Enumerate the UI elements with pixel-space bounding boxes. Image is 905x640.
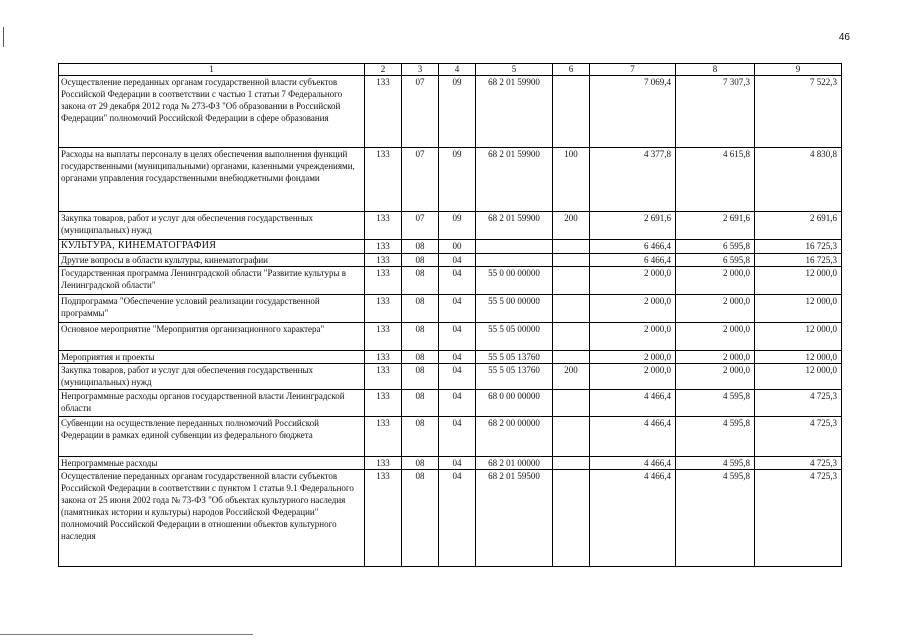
cell-year1: 4 466,4 — [590, 390, 676, 417]
table-row — [59, 76, 842, 148]
row-name: КУЛЬТУРА, КИНЕМАТОГРАФИЯ — [59, 240, 365, 254]
cell-target: 55 5 05 13760 — [476, 351, 553, 364]
cell-target: 68 0 00 00000 — [476, 390, 553, 417]
cell-type — [553, 295, 590, 323]
cell-type — [553, 240, 590, 254]
cell-type — [553, 267, 590, 295]
cell-gb: 133 — [365, 417, 402, 457]
cell-section: 07 — [402, 148, 439, 212]
column-header: 2 — [365, 64, 402, 76]
cell-year1: 2 000,0 — [590, 351, 676, 364]
cell-year2: 2 000,0 — [676, 351, 755, 364]
row-name: Расходы на выплаты персоналу в целях обеспечения выполнения функций государственными (муниципальными) органами, казенными учреждениями, органами управления государственными внебюджетными фондами — [59, 148, 365, 212]
cell-year3: 4 725,3 — [755, 470, 842, 567]
cell-year3: 16 725,3 — [755, 254, 842, 267]
cell-type — [553, 76, 590, 148]
cell-year2: 2 000,0 — [676, 295, 755, 323]
cell-type — [553, 417, 590, 457]
cell-year2: 2 000,0 — [676, 364, 755, 390]
cell-year1: 2 000,0 — [590, 323, 676, 351]
cell-type: 100 — [553, 148, 590, 212]
cell-year2: 7 307,3 — [676, 76, 755, 148]
cell-section: 08 — [402, 470, 439, 567]
cell-subsection: 04 — [439, 470, 476, 567]
cell-type — [553, 323, 590, 351]
table-row — [59, 295, 842, 323]
cell-year2: 6 595,8 — [676, 240, 755, 254]
table-header-row — [59, 64, 842, 76]
cell-year3: 12 000,0 — [755, 295, 842, 323]
cell-section: 08 — [402, 240, 439, 254]
cell-gb: 133 — [365, 457, 402, 470]
row-name: Закупка товаров, работ и услуг для обеспечения государственных (муниципальных) нужд — [59, 364, 365, 390]
cell-subsection: 04 — [439, 267, 476, 295]
cell-year2: 2 000,0 — [676, 267, 755, 295]
cell-subsection: 09 — [439, 148, 476, 212]
cell-section: 08 — [402, 323, 439, 351]
budget-table — [58, 63, 842, 567]
cell-target: 68 2 01 00000 — [476, 457, 553, 470]
row-name: Непрограммные расходы — [59, 457, 365, 470]
cell-subsection: 04 — [439, 254, 476, 267]
column-header: 6 — [553, 64, 590, 76]
cell-subsection: 04 — [439, 323, 476, 351]
cell-year1: 4 466,4 — [590, 470, 676, 567]
row-name: Закупка товаров, работ и услуг для обеспечения государственных (муниципальных) нужд — [59, 212, 365, 240]
cell-year2: 4 615,8 — [676, 148, 755, 212]
cell-section: 08 — [402, 390, 439, 417]
cell-gb: 133 — [365, 470, 402, 567]
column-header: 7 — [590, 64, 676, 76]
cell-year1: 2 691,6 — [590, 212, 676, 240]
cell-target: 68 2 01 59900 — [476, 148, 553, 212]
cell-subsection: 04 — [439, 417, 476, 457]
cell-year1: 2 000,0 — [590, 364, 676, 390]
cell-gb: 133 — [365, 364, 402, 390]
cell-gb: 133 — [365, 240, 402, 254]
cell-gb: 133 — [365, 148, 402, 212]
column-header: 8 — [676, 64, 755, 76]
row-name: Государственная программа Ленинградской области "Развитие культуры в Ленинградской области" — [59, 267, 365, 295]
cell-year2: 4 595,8 — [676, 457, 755, 470]
cell-year1: 7 069,4 — [590, 76, 676, 148]
scan-edge-line — [0, 634, 253, 635]
cell-year3: 16 725,3 — [755, 240, 842, 254]
cell-year1: 2 000,0 — [590, 295, 676, 323]
cell-year2: 4 595,8 — [676, 417, 755, 457]
scan-edge-mark — [3, 27, 4, 47]
cell-section: 08 — [402, 457, 439, 470]
row-name: Основное мероприятие "Мероприятия организационного характера" — [59, 323, 365, 351]
cell-section: 07 — [402, 212, 439, 240]
cell-target — [476, 240, 553, 254]
page-number: 46 — [838, 32, 850, 43]
cell-type: 200 — [553, 212, 590, 240]
row-name: Субвенции на осуществление переданных полномочий Российской Федерации в рамках единой субвенции из федерального бюджета — [59, 417, 365, 457]
cell-target: 55 5 05 00000 — [476, 323, 553, 351]
table-row — [59, 267, 842, 295]
cell-subsection: 09 — [439, 212, 476, 240]
table-row — [59, 351, 842, 364]
cell-section: 08 — [402, 417, 439, 457]
cell-type — [553, 351, 590, 364]
cell-section: 08 — [402, 364, 439, 390]
row-name: Осуществление переданных органам государственной власти субъектов Российской Федерации в соответствии с пунктом 1 статьи 9.1 Федерального закона от 25 июня 2002 года № 73-ФЗ "Об объектах культурного наследия (памятниках истории и культуры) народов Российской Федерации" полномочий Российской Федерации в отношении объектов культурного наследия — [59, 470, 365, 567]
column-header: 5 — [476, 64, 553, 76]
cell-year3: 2 691,6 — [755, 212, 842, 240]
cell-subsection: 04 — [439, 390, 476, 417]
cell-gb: 133 — [365, 212, 402, 240]
cell-year1: 2 000,0 — [590, 267, 676, 295]
cell-subsection: 09 — [439, 76, 476, 148]
cell-year2: 2 000,0 — [676, 323, 755, 351]
cell-gb: 133 — [365, 323, 402, 351]
cell-section: 08 — [402, 295, 439, 323]
cell-subsection: 04 — [439, 351, 476, 364]
row-name: Другие вопросы в области культуры, кинематографии — [59, 254, 365, 267]
cell-target: 55 0 00 00000 — [476, 267, 553, 295]
table-row — [59, 240, 842, 254]
cell-year3: 4 830,8 — [755, 148, 842, 212]
table-row — [59, 254, 842, 267]
cell-year3: 12 000,0 — [755, 323, 842, 351]
cell-type — [553, 254, 590, 267]
cell-year1: 4 466,4 — [590, 417, 676, 457]
table-row — [59, 417, 842, 457]
cell-gb: 133 — [365, 351, 402, 364]
cell-year3: 4 725,3 — [755, 417, 842, 457]
table-row — [59, 470, 842, 567]
table-row — [59, 457, 842, 470]
row-name: Подпрограмма "Обеспечение условий реализации государственной программы" — [59, 295, 365, 323]
cell-gb: 133 — [365, 295, 402, 323]
column-header: 4 — [439, 64, 476, 76]
cell-gb: 133 — [365, 254, 402, 267]
cell-section: 08 — [402, 351, 439, 364]
table-row — [59, 390, 842, 417]
cell-target: 68 2 01 59900 — [476, 212, 553, 240]
cell-type — [553, 457, 590, 470]
cell-target: 68 2 01 59500 — [476, 470, 553, 567]
cell-type — [553, 470, 590, 567]
cell-gb: 133 — [365, 267, 402, 295]
cell-type — [553, 390, 590, 417]
cell-target: 68 2 01 59900 — [476, 76, 553, 148]
cell-section: 08 — [402, 267, 439, 295]
column-header: 3 — [402, 64, 439, 76]
cell-target: 68 2 00 00000 — [476, 417, 553, 457]
cell-subsection: 04 — [439, 457, 476, 470]
cell-year2: 6 595,8 — [676, 254, 755, 267]
cell-year1: 6 466,4 — [590, 254, 676, 267]
cell-type: 200 — [553, 364, 590, 390]
cell-subsection: 04 — [439, 364, 476, 390]
cell-year2: 4 595,8 — [676, 390, 755, 417]
column-header: 1 — [59, 64, 365, 76]
cell-section: 07 — [402, 76, 439, 148]
table-row — [59, 212, 842, 240]
cell-subsection: 04 — [439, 295, 476, 323]
cell-gb: 133 — [365, 76, 402, 148]
cell-year2: 4 595,8 — [676, 470, 755, 567]
table-row — [59, 323, 842, 351]
table-row — [59, 148, 842, 212]
cell-year1: 4 466,4 — [590, 457, 676, 470]
cell-year3: 12 000,0 — [755, 351, 842, 364]
cell-year3: 7 522,3 — [755, 76, 842, 148]
cell-target: 55 5 05 13760 — [476, 364, 553, 390]
cell-year3: 12 000,0 — [755, 267, 842, 295]
cell-year3: 12 000,0 — [755, 364, 842, 390]
cell-year3: 4 725,3 — [755, 457, 842, 470]
cell-gb: 133 — [365, 390, 402, 417]
column-header: 9 — [755, 64, 842, 76]
cell-target — [476, 254, 553, 267]
cell-section: 08 — [402, 254, 439, 267]
cell-year3: 4 725,3 — [755, 390, 842, 417]
cell-target: 55 5 00 00000 — [476, 295, 553, 323]
row-name: Непрограммные расходы органов государственной власти Ленинградской области — [59, 390, 365, 417]
cell-year1: 4 377,8 — [590, 148, 676, 212]
row-name: Осуществление переданных органам государственной власти субъектов Российской Федерации в соответствии с частью 1 статьи 7 Федерального закона от 29 декабря 2012 года № 273-ФЗ "Об образовании в Российской Федерации" полномочий Российской Федерации в сфере образования — [59, 76, 365, 148]
row-name: Мероприятия и проекты — [59, 351, 365, 364]
cell-year1: 6 466,4 — [590, 240, 676, 254]
table-row — [59, 364, 842, 390]
cell-year2: 2 691,6 — [676, 212, 755, 240]
cell-subsection: 00 — [439, 240, 476, 254]
